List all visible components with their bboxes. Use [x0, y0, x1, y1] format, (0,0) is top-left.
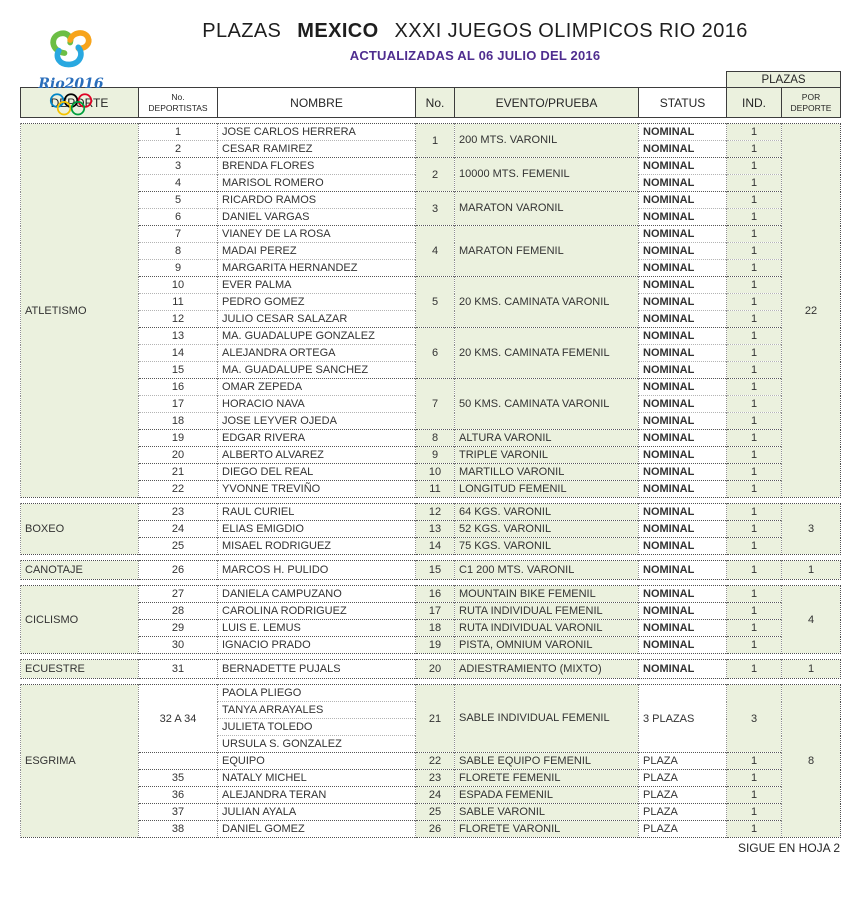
status-cell: NOMINAL [639, 620, 727, 637]
ind-cell: 1 [727, 226, 782, 243]
status-cell: NOMINAL [639, 637, 727, 654]
status-cell: NOMINAL [639, 413, 727, 430]
ind-cell: 1 [727, 413, 782, 430]
ind-cell: 1 [727, 243, 782, 260]
athlete-no-cell [139, 753, 218, 770]
ind-cell: 1 [727, 586, 782, 603]
athlete-name-cell: LUIS E. LEMUS [218, 620, 416, 637]
ind-cell: 3 [727, 685, 782, 753]
event-name-cell: RUTA INDIVIDUAL FEMENIL [455, 603, 639, 620]
section-table-canotaje [20, 560, 841, 580]
status-cell: PLAZA [639, 821, 727, 838]
event-no-cell: 18 [416, 620, 455, 637]
ind-cell: 1 [727, 328, 782, 345]
title-suffix: XXXI JUEGOS OLIMPICOS RIO 2016 [394, 20, 748, 42]
plazas-group-row [21, 72, 841, 88]
event-no-cell: 1 [416, 124, 455, 158]
athlete-no-cell: 10 [139, 277, 218, 294]
ind-cell: 1 [727, 464, 782, 481]
athlete-name-cell: YVONNE TREVIÑO [218, 481, 416, 498]
deporte-cell: ATLETISMO [21, 124, 139, 498]
sport-sections [20, 123, 840, 838]
section-table-ciclismo [20, 585, 841, 654]
event-name-cell: LONGITUD FEMENIL [455, 481, 639, 498]
status-cell: NOMINAL [639, 192, 727, 209]
athlete-no-cell: 29 [139, 620, 218, 637]
status-cell: PLAZA [639, 804, 727, 821]
status-cell: NOMINAL [639, 226, 727, 243]
athlete-no-cell: 9 [139, 260, 218, 277]
col-header-no: No. [416, 88, 455, 118]
table-row [21, 770, 841, 787]
athlete-no-cell: 16 [139, 379, 218, 396]
athlete-name-cell: ELIAS EMIGDIO [218, 521, 416, 538]
section-table-ecuestre [20, 659, 841, 679]
header-spacer [21, 72, 727, 88]
ind-cell: 1 [727, 770, 782, 787]
por-deporte-cell: 8 [782, 685, 841, 838]
athlete-no-cell: 3 [139, 158, 218, 175]
athlete-name-cell: DANIEL VARGAS [218, 209, 416, 226]
ind-cell: 1 [727, 294, 782, 311]
athlete-name-cell: JULIETA TOLEDO [218, 719, 416, 736]
athlete-name-cell: URSULA S. GONZALEZ [218, 736, 416, 753]
athlete-no-cell: 32 A 34 [139, 685, 218, 753]
col-header-por-line1: POR [801, 92, 821, 103]
table-row [21, 447, 841, 464]
ind-cell: 1 [727, 603, 782, 620]
ind-cell: 1 [727, 396, 782, 413]
athlete-name-cell: RICARDO RAMOS [218, 192, 416, 209]
event-no-cell: 2 [416, 158, 455, 192]
plazas-table [20, 71, 840, 838]
event-name-cell: 10000 MTS. FEMENIL [455, 158, 639, 192]
event-no-cell: 17 [416, 603, 455, 620]
athlete-no-cell: 11 [139, 294, 218, 311]
status-cell: NOMINAL [639, 561, 727, 580]
event-name-cell: 52 KGS. VARONIL [455, 521, 639, 538]
table-row [21, 637, 841, 654]
status-cell: NOMINAL [639, 362, 727, 379]
event-no-cell: 10 [416, 464, 455, 481]
table-row [21, 430, 841, 447]
deporte-cell: CANOTAJE [21, 561, 139, 580]
event-name-cell: 50 KMS. CAMINATA VARONIL [455, 379, 639, 430]
table-row [21, 753, 841, 770]
event-name-cell: ESPADA FEMENIL [455, 787, 639, 804]
table-row [21, 481, 841, 498]
athlete-name-cell: OMAR ZEPEDA [218, 379, 416, 396]
table-row [21, 685, 841, 702]
event-no-cell: 14 [416, 538, 455, 555]
athlete-no-cell: 36 [139, 787, 218, 804]
event-name-cell: ADIESTRAMIENTO (MIXTO) [455, 660, 639, 679]
table-header [20, 71, 841, 118]
athlete-name-cell: MISAEL RODRIGUEZ [218, 538, 416, 555]
event-name-cell: 20 KMS. CAMINATA FEMENIL [455, 328, 639, 379]
status-cell: PLAZA [639, 770, 727, 787]
athlete-name-cell: MARISOL ROMERO [218, 175, 416, 192]
athlete-no-cell: 12 [139, 311, 218, 328]
athlete-name-cell: DIEGO DEL REAL [218, 464, 416, 481]
por-deporte-cell: 1 [782, 561, 841, 580]
event-no-cell: 15 [416, 561, 455, 580]
table-row [21, 821, 841, 838]
ind-cell: 1 [727, 209, 782, 226]
ind-cell: 1 [727, 561, 782, 580]
deporte-cell: CICLISMO [21, 586, 139, 654]
athlete-name-cell: BERNADETTE PUJALS [218, 660, 416, 679]
table-row [21, 158, 841, 175]
event-name-cell: MARATON VARONIL [455, 192, 639, 226]
athlete-name-cell: JOSE CARLOS HERRERA [218, 124, 416, 141]
event-no-cell: 21 [416, 685, 455, 753]
col-header-nombre: NOMBRE [218, 88, 416, 118]
athlete-name-cell: TANYA ARRAYALES [218, 702, 416, 719]
event-no-cell: 6 [416, 328, 455, 379]
athlete-name-cell: DANIELA CAMPUZANO [218, 586, 416, 603]
event-no-cell: 13 [416, 521, 455, 538]
athlete-name-cell: DANIEL GOMEZ [218, 821, 416, 838]
plazas-group-header: PLAZAS [727, 72, 841, 88]
event-no-cell: 24 [416, 787, 455, 804]
athlete-no-cell: 21 [139, 464, 218, 481]
table-row [21, 603, 841, 620]
table-row [21, 561, 841, 580]
ind-cell: 1 [727, 521, 782, 538]
ind-cell: 1 [727, 158, 782, 175]
athlete-no-cell: 7 [139, 226, 218, 243]
athlete-name-cell: CESAR RAMIREZ [218, 141, 416, 158]
status-cell: NOMINAL [639, 586, 727, 603]
athlete-name-cell: HORACIO NAVA [218, 396, 416, 413]
por-deporte-cell: 4 [782, 586, 841, 654]
athlete-name-cell: ALEJANDRA TERAN [218, 787, 416, 804]
event-name-cell: MARATON FEMENIL [455, 226, 639, 277]
table-row [21, 620, 841, 637]
table-row [21, 379, 841, 396]
status-cell: NOMINAL [639, 396, 727, 413]
col-header-deporte: DEPORTE [21, 88, 139, 118]
athlete-no-cell: 18 [139, 413, 218, 430]
status-cell: NOMINAL [639, 260, 727, 277]
status-cell: NOMINAL [639, 504, 727, 521]
ind-cell: 1 [727, 620, 782, 637]
ind-cell: 1 [727, 277, 782, 294]
deporte-cell: BOXEO [21, 504, 139, 555]
event-name-cell: RUTA INDIVIDUAL VARONIL [455, 620, 639, 637]
table-row [21, 464, 841, 481]
status-cell: NOMINAL [639, 294, 727, 311]
ind-cell: 1 [727, 538, 782, 555]
athlete-name-cell: NATALY MICHEL [218, 770, 416, 787]
title-country: MEXICO [297, 20, 379, 42]
athlete-no-cell: 17 [139, 396, 218, 413]
event-no-cell: 5 [416, 277, 455, 328]
status-cell: NOMINAL [639, 311, 727, 328]
col-header-status: STATUS [639, 88, 727, 118]
event-name-cell: SABLE INDIVIDUAL FEMENIL [455, 685, 639, 753]
footer-note: SIGUE EN HOJA 2 [737, 841, 840, 855]
ind-cell: 1 [727, 124, 782, 141]
por-deporte-cell: 1 [782, 660, 841, 679]
col-header-por-line2: DEPORTE [790, 102, 832, 113]
event-name-cell: FLORETE VARONIL [455, 821, 639, 838]
event-no-cell: 3 [416, 192, 455, 226]
athlete-no-cell: 22 [139, 481, 218, 498]
status-cell: NOMINAL [639, 464, 727, 481]
col-header-por-deporte [782, 88, 841, 118]
athlete-name-cell: PAOLA PLIEGO [218, 685, 416, 702]
status-cell: NOMINAL [639, 447, 727, 464]
event-name-cell: PISTA, OMNIUM VARONIL [455, 637, 639, 654]
status-cell: NOMINAL [639, 481, 727, 498]
section-table-esgrima [20, 684, 841, 838]
event-no-cell: 16 [416, 586, 455, 603]
event-no-cell: 25 [416, 804, 455, 821]
athlete-name-cell: MA. GUADALUPE SANCHEZ [218, 362, 416, 379]
athlete-name-cell: IGNACIO PRADO [218, 637, 416, 654]
ind-cell: 1 [727, 311, 782, 328]
athlete-name-cell: EQUIPO [218, 753, 416, 770]
ind-cell: 1 [727, 753, 782, 770]
ind-cell: 1 [727, 787, 782, 804]
table-row [21, 328, 841, 345]
title-prefix: PLAZAS [202, 20, 282, 42]
athlete-no-cell: 38 [139, 821, 218, 838]
status-cell: NOMINAL [639, 379, 727, 396]
table-row [21, 538, 841, 555]
athlete-no-cell: 23 [139, 504, 218, 521]
table-row [21, 504, 841, 521]
athlete-name-cell: CAROLINA RODRIGUEZ [218, 603, 416, 620]
athlete-name-cell: ALEJANDRA ORTEGA [218, 345, 416, 362]
athlete-name-cell: MARCOS H. PULIDO [218, 561, 416, 580]
ind-cell: 1 [727, 141, 782, 158]
athlete-name-cell: MARGARITA HERNANDEZ [218, 260, 416, 277]
athlete-no-cell: 35 [139, 770, 218, 787]
athlete-no-cell: 14 [139, 345, 218, 362]
athlete-name-cell: JULIO CESAR SALAZAR [218, 311, 416, 328]
event-no-cell: 11 [416, 481, 455, 498]
athlete-no-cell: 31 [139, 660, 218, 679]
event-name-cell: MARTILLO VARONIL [455, 464, 639, 481]
table-row [21, 660, 841, 679]
athlete-name-cell: EVER PALMA [218, 277, 416, 294]
event-name-cell: 20 KMS. CAMINATA VARONIL [455, 277, 639, 328]
table-row [21, 521, 841, 538]
athlete-no-cell: 1 [139, 124, 218, 141]
col-header-evento: EVENTO/PRUEBA [455, 88, 639, 118]
athlete-no-cell: 2 [139, 141, 218, 158]
event-no-cell: 23 [416, 770, 455, 787]
status-cell: NOMINAL [639, 603, 727, 620]
table-row [21, 804, 841, 821]
event-name-cell: FLORETE FEMENIL [455, 770, 639, 787]
event-no-cell: 19 [416, 637, 455, 654]
status-cell: PLAZA [639, 787, 727, 804]
ind-cell: 1 [727, 430, 782, 447]
event-name-cell: C1 200 MTS. VARONIL [455, 561, 639, 580]
section-table-atletismo [20, 123, 841, 498]
event-name-cell: SABLE VARONIL [455, 804, 639, 821]
athlete-no-cell: 20 [139, 447, 218, 464]
ind-cell: 1 [727, 504, 782, 521]
event-name-cell: 64 KGS. VARONIL [455, 504, 639, 521]
rio-2016-logo [32, 26, 110, 121]
event-no-cell: 22 [416, 753, 455, 770]
event-no-cell: 4 [416, 226, 455, 277]
event-no-cell: 20 [416, 660, 455, 679]
col-header-num-line2: DEPORTISTAS [148, 102, 208, 113]
page-title [120, 20, 830, 43]
event-name-cell: SABLE EQUIPO FEMENIL [455, 753, 639, 770]
ind-cell: 1 [727, 345, 782, 362]
event-name-cell: 75 KGS. VARONIL [455, 538, 639, 555]
olympic-rings-icon [48, 104, 94, 121]
status-cell: NOMINAL [639, 158, 727, 175]
ind-cell: 1 [727, 660, 782, 679]
event-no-cell: 26 [416, 821, 455, 838]
ind-cell: 1 [727, 260, 782, 277]
event-name-cell: MOUNTAIN BIKE FEMENIL [455, 586, 639, 603]
table-row [21, 124, 841, 141]
athlete-no-cell: 28 [139, 603, 218, 620]
ind-cell: 1 [727, 804, 782, 821]
athlete-no-cell: 27 [139, 586, 218, 603]
athlete-no-cell: 24 [139, 521, 218, 538]
athlete-no-cell: 26 [139, 561, 218, 580]
athlete-name-cell: JULIAN AYALA [218, 804, 416, 821]
status-cell: NOMINAL [639, 243, 727, 260]
col-header-ind: IND. [727, 88, 782, 118]
status-cell: NOMINAL [639, 521, 727, 538]
event-no-cell: 7 [416, 379, 455, 430]
status-cell: NOMINAL [639, 345, 727, 362]
athlete-name-cell: ALBERTO ALVAREZ [218, 447, 416, 464]
athlete-no-cell: 15 [139, 362, 218, 379]
ind-cell: 1 [727, 379, 782, 396]
athlete-no-cell: 4 [139, 175, 218, 192]
athlete-no-cell: 5 [139, 192, 218, 209]
event-no-cell: 8 [416, 430, 455, 447]
column-header-row [21, 88, 841, 118]
status-cell: NOMINAL [639, 660, 727, 679]
por-deporte-cell: 22 [782, 124, 841, 498]
ind-cell: 1 [727, 175, 782, 192]
deporte-cell: ESGRIMA [21, 685, 139, 838]
event-no-cell: 12 [416, 504, 455, 521]
athlete-name-cell: BRENDA FLORES [218, 158, 416, 175]
rio-2016-wordmark: Rio2016 [38, 76, 104, 92]
deporte-cell: ECUESTRE [21, 660, 139, 679]
status-cell: NOMINAL [639, 277, 727, 294]
athlete-name-cell: PEDRO GOMEZ [218, 294, 416, 311]
athlete-no-cell: 13 [139, 328, 218, 345]
col-header-num-deportistas [139, 88, 218, 118]
athlete-no-cell: 30 [139, 637, 218, 654]
event-name-cell: TRIPLE VARONIL [455, 447, 639, 464]
athlete-name-cell: JOSE LEYVER OJEDA [218, 413, 416, 430]
status-cell: NOMINAL [639, 328, 727, 345]
status-cell: NOMINAL [639, 538, 727, 555]
rio-figure-icon [45, 59, 97, 76]
por-deporte-cell: 3 [782, 504, 841, 555]
col-header-num-line1: No. [171, 92, 185, 103]
athlete-no-cell: 6 [139, 209, 218, 226]
athlete-name-cell: VIANEY DE LA ROSA [218, 226, 416, 243]
athlete-name-cell: RAUL CURIEL [218, 504, 416, 521]
ind-cell: 1 [727, 362, 782, 379]
athlete-no-cell: 37 [139, 804, 218, 821]
table-row [21, 226, 841, 243]
status-cell: NOMINAL [639, 209, 727, 226]
athlete-no-cell: 8 [139, 243, 218, 260]
ind-cell: 1 [727, 637, 782, 654]
status-cell: NOMINAL [639, 141, 727, 158]
table-row [21, 586, 841, 603]
ind-cell: 1 [727, 481, 782, 498]
page-subtitle: ACTUALIZADAS AL 06 JULIO DEL 2016 [349, 48, 601, 63]
athlete-name-cell: EDGAR RIVERA [218, 430, 416, 447]
status-cell: NOMINAL [639, 430, 727, 447]
table-row [21, 277, 841, 294]
athlete-no-cell: 25 [139, 538, 218, 555]
status-cell: NOMINAL [639, 124, 727, 141]
status-cell: PLAZA [639, 753, 727, 770]
section-table-boxeo [20, 503, 841, 555]
table-row [21, 192, 841, 209]
ind-cell: 1 [727, 821, 782, 838]
status-cell: NOMINAL [639, 175, 727, 192]
ind-cell: 1 [727, 447, 782, 464]
ind-cell: 1 [727, 192, 782, 209]
athlete-name-cell: MA. GUADALUPE GONZALEZ [218, 328, 416, 345]
athlete-no-cell: 19 [139, 430, 218, 447]
athlete-name-cell: MADAI PEREZ [218, 243, 416, 260]
event-name-cell: 200 MTS. VARONIL [455, 124, 639, 158]
event-name-cell: ALTURA VARONIL [455, 430, 639, 447]
event-no-cell: 9 [416, 447, 455, 464]
table-row [21, 787, 841, 804]
status-cell: 3 PLAZAS [639, 685, 727, 753]
